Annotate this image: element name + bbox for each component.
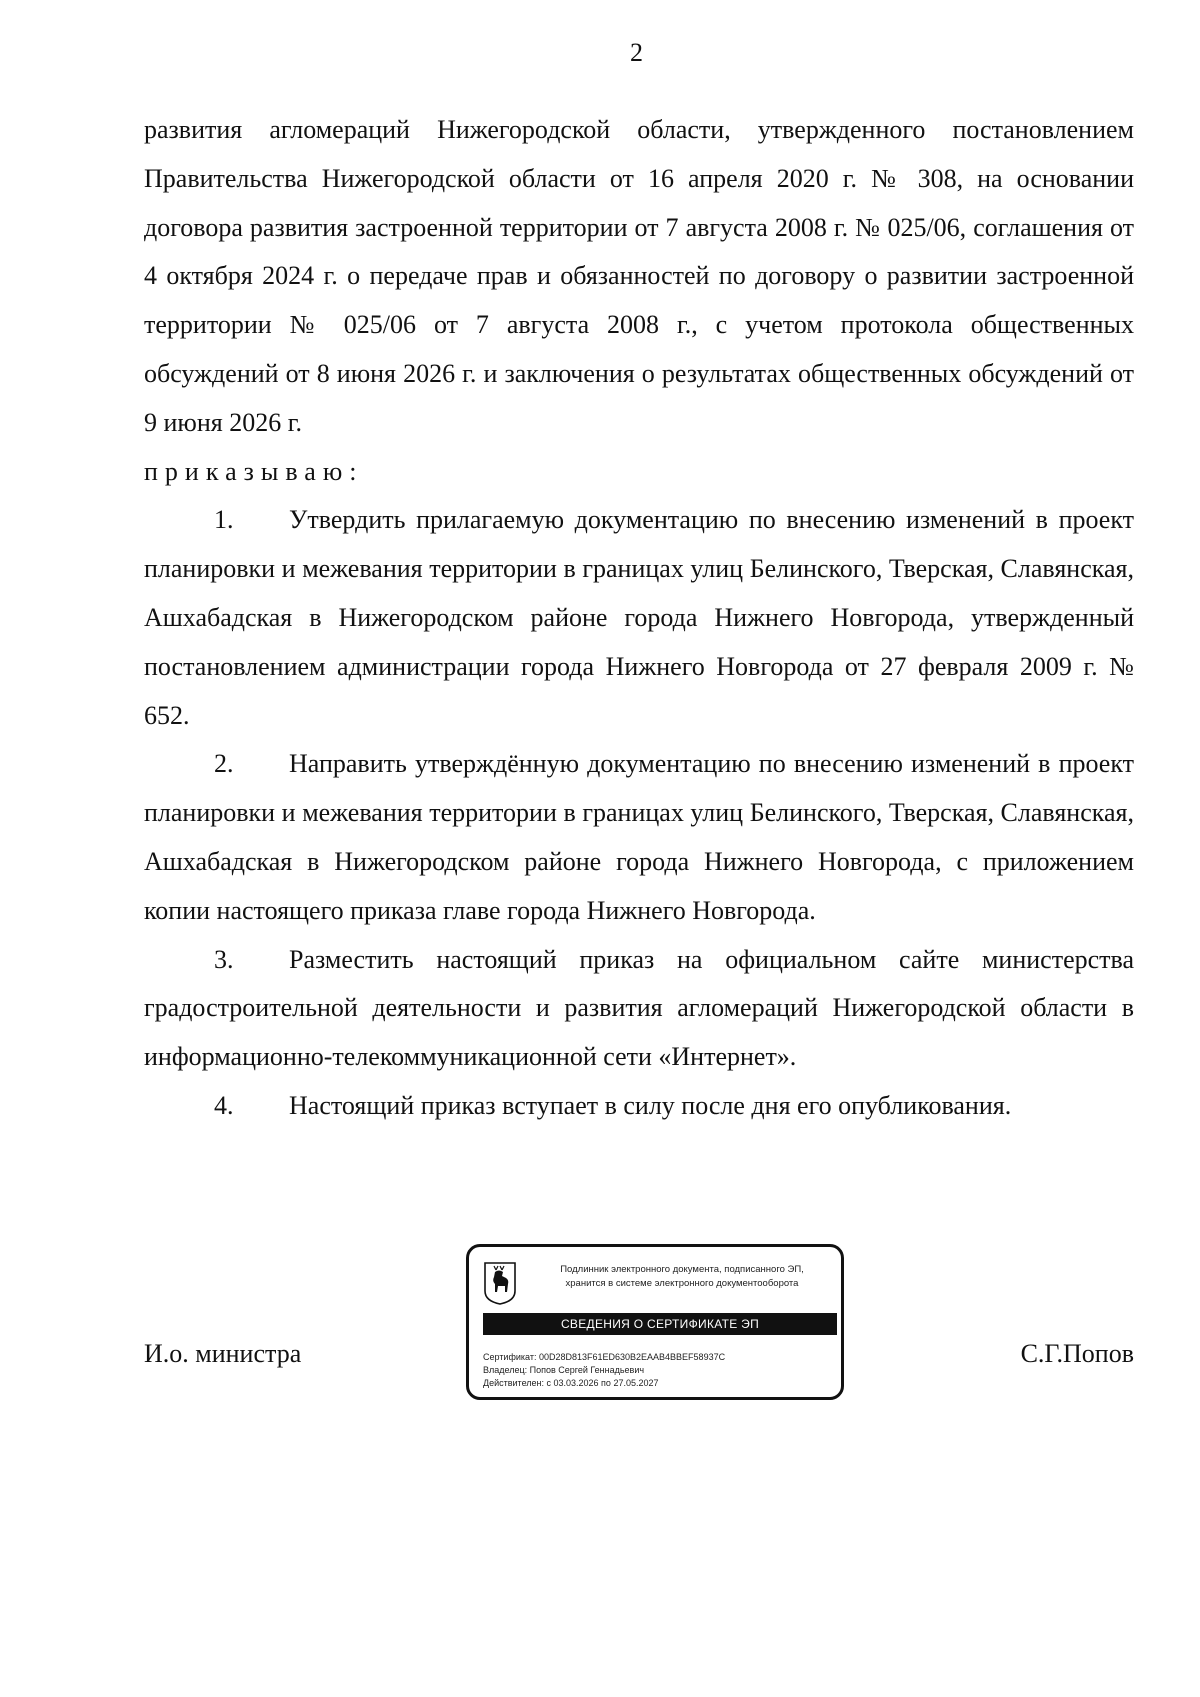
item-text: Утвердить прилагаемую документацию по внесению изменений в проект планировки и межевания территории в границах улиц Белинского, Тверская, Славянская, Ашхабадская в Нижегородском районе города Нижнего Новгорода, утвержденный постановлением администрации города Нижнего Новгорода от 27 февраля 2009 г. № 652. — [144, 505, 1134, 730]
electronic-signature-stamp — [466, 1244, 844, 1400]
item-number: 2. — [214, 749, 234, 779]
item-text: Настоящий приказ вступает в силу после дня его опубликования. — [289, 1090, 1012, 1120]
stamp-header-line: Подлинник электронного документа, подписанного ЭП, — [560, 1264, 804, 1275]
stamp-title-bar: СВЕДЕНИЯ О СЕРТИФИКАТЕ ЭП — [483, 1313, 837, 1335]
signature-name: С.Г.Попов — [1020, 1339, 1134, 1368]
certificate-validity: Действителен: с 03.03.2026 по 27.05.2027 — [483, 1378, 659, 1388]
intro-paragraph: развития агломераций Нижегородской области, утвержденного постановлением Правительства Нижегородской области от 16 апреля 2020 г. № 308, на основании договора развития застроенной территории от 7 августа 2008 г. № 025/06, соглашения от 4 октября 2024 г. о передаче прав и обязанностей по договору о развитии застроенной территории № 025/06 от 7 августа 2008 г., с учетом протокола общественных обсуждений от 8 июня 2026 г. и заключения о результатах общественных обсуждений от 9 июня 2026 г. — [144, 115, 1134, 437]
certificate-number: Сертификат: 00D28D813F61ED630B2EAAB4BBEF58937C — [483, 1352, 726, 1362]
list-item — [144, 936, 1134, 1082]
list-item — [144, 1082, 1134, 1131]
signature-position: И.о. министра — [144, 1339, 302, 1368]
item-number: 1. — [214, 505, 234, 535]
item-number: 4. — [214, 1090, 234, 1120]
page-number: 2 — [630, 38, 643, 67]
stamp-details — [483, 1351, 837, 1390]
list-item — [144, 496, 1134, 740]
document-body — [144, 106, 1134, 1131]
deer-emblem-icon — [483, 1261, 517, 1305]
item-text: Направить утверждённую документацию по внесению изменений в проект планировки и межевания территории в границах улиц Белинского, Тверская, Славянская, Ашхабадская в Нижегородском районе города Нижнего Новгорода, с приложением копии настоящего приказа главе города Нижнего Новгорода. — [144, 749, 1134, 925]
order-word: приказываю: — [144, 456, 364, 486]
certificate-owner: Владелец: Попов Сергей Геннадьевич — [483, 1365, 645, 1375]
list-item — [144, 740, 1134, 935]
item-text: Разместить настоящий приказ на официальном сайте министерства градостроительной деятельности и развития агломераций Нижегородской области в информационно-телекоммуникационной сети «Интернет». — [144, 944, 1134, 1072]
item-number: 3. — [214, 944, 234, 974]
stamp-header-line: хранится в системе электронного документооборота — [565, 1278, 799, 1289]
stamp-header — [527, 1263, 837, 1291]
